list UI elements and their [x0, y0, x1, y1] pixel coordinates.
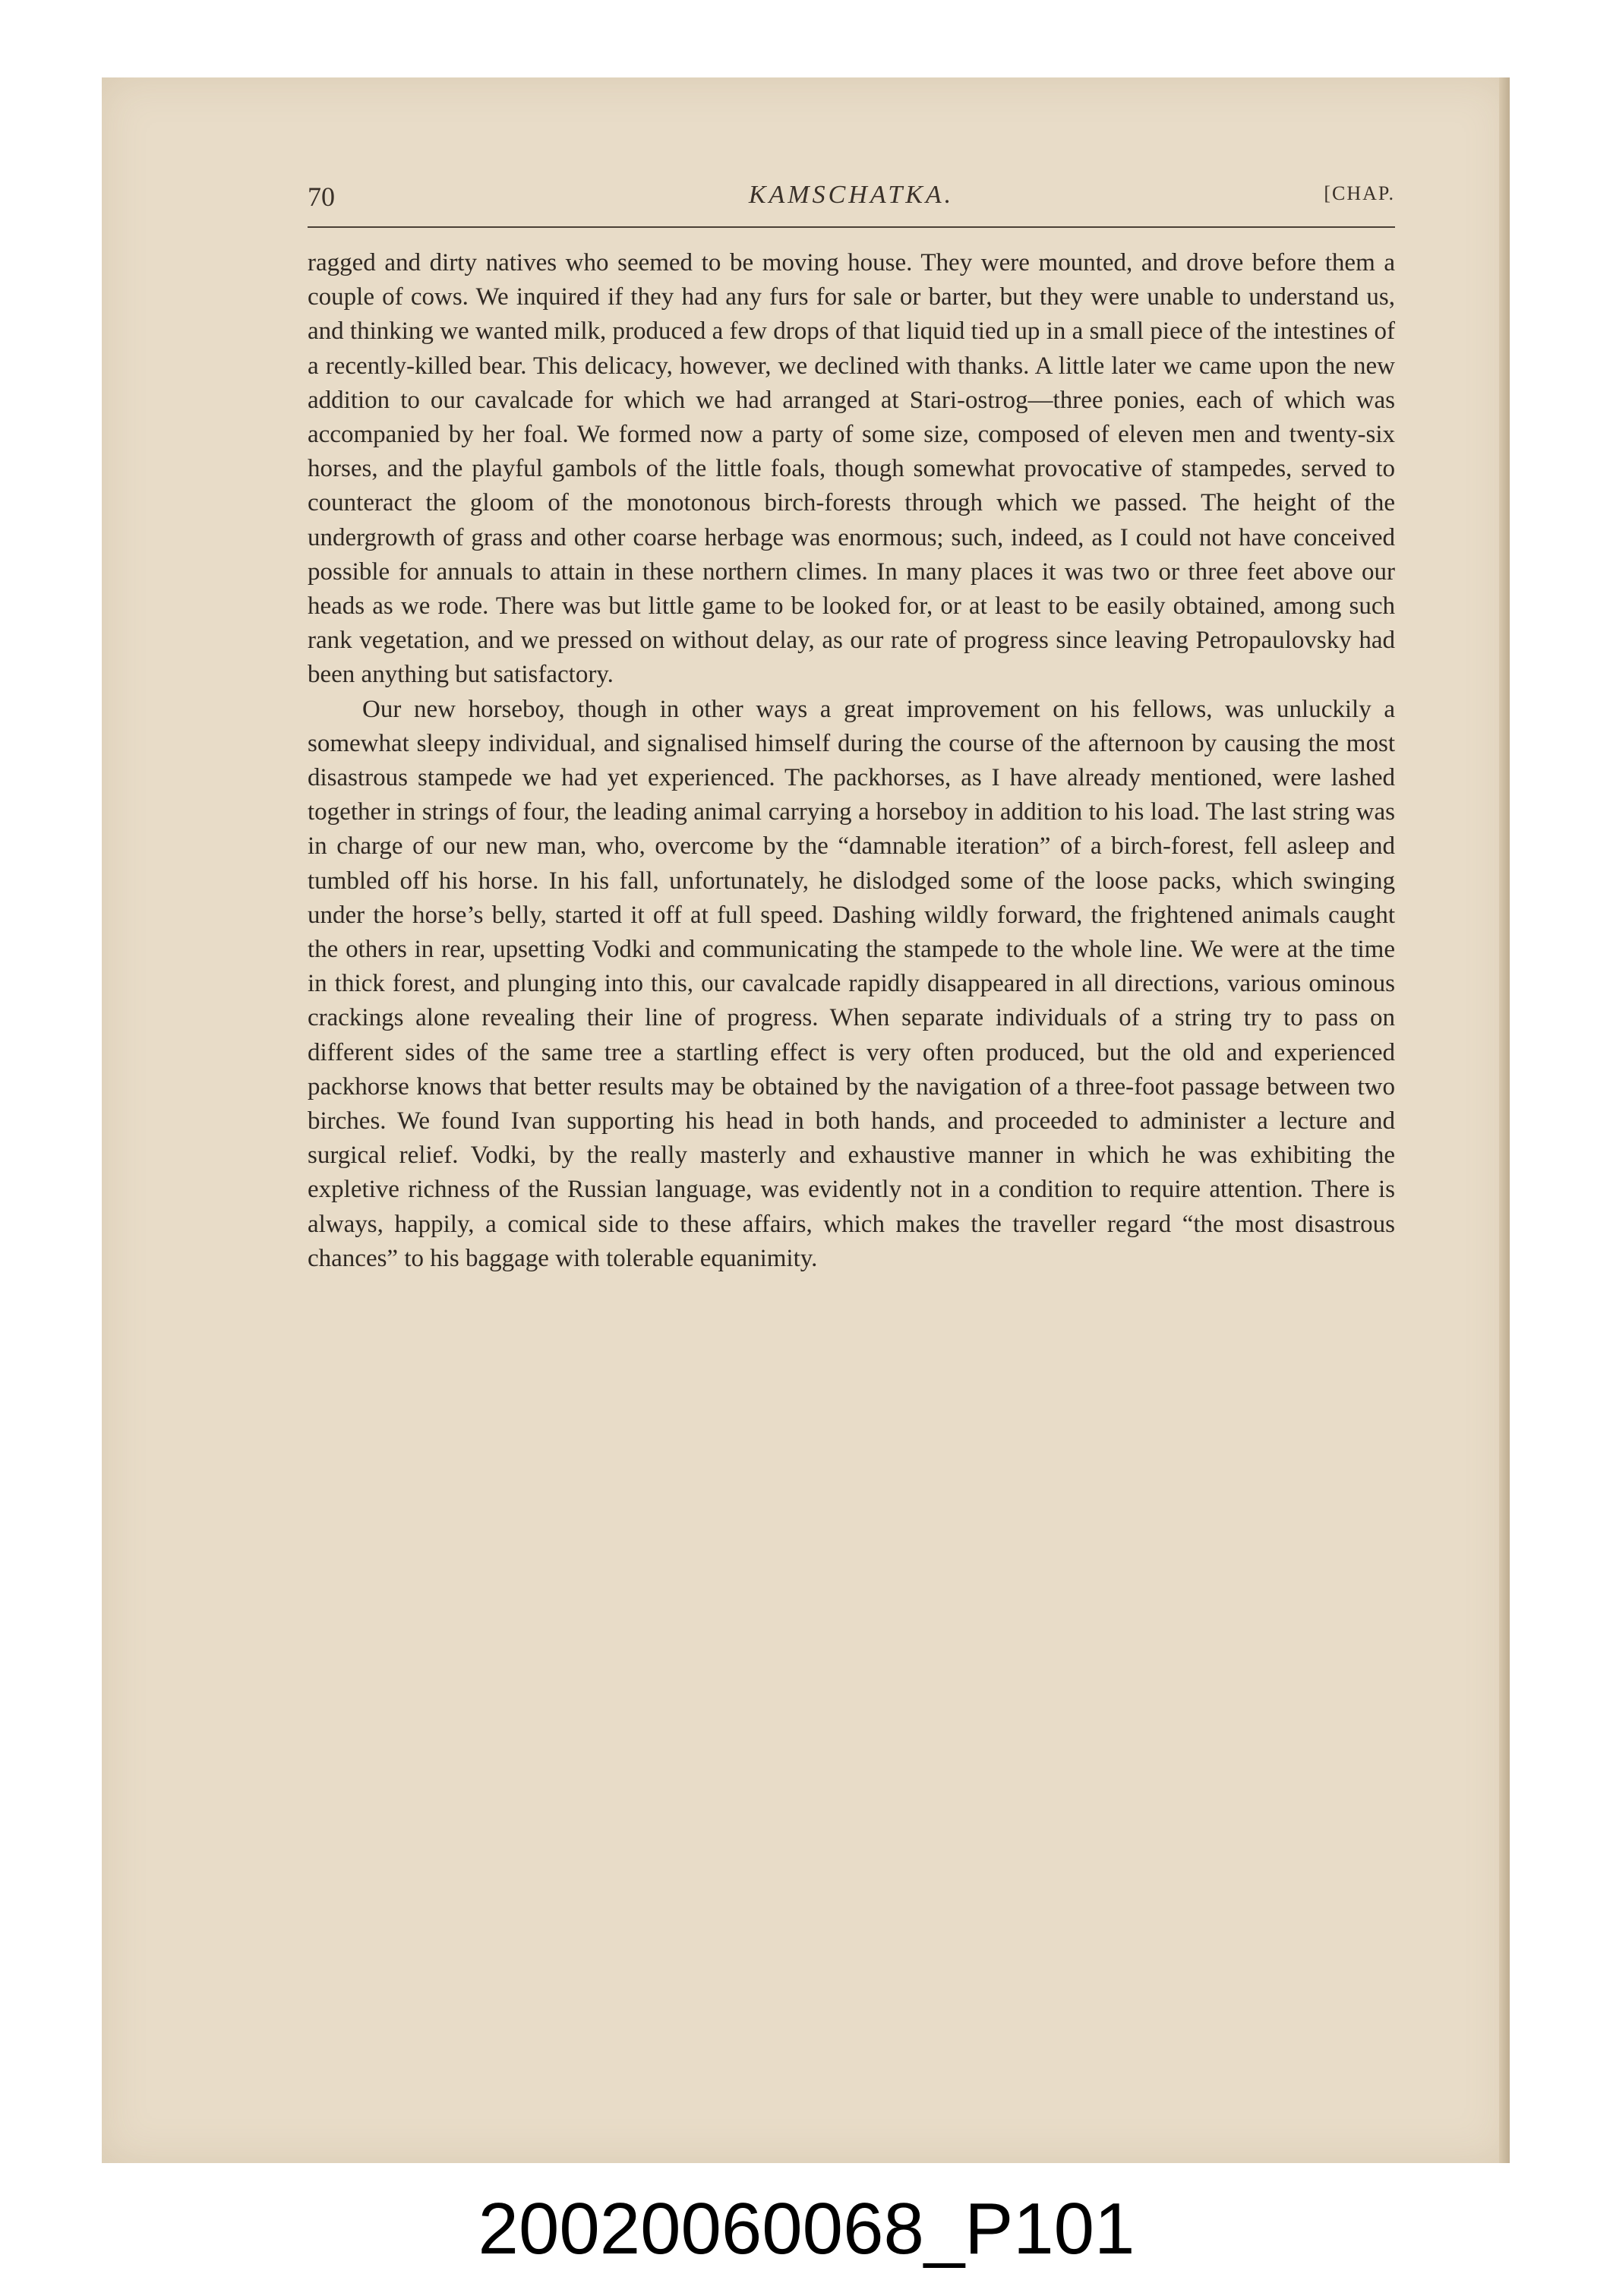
paragraph-1: ragged and dirty natives who seemed to be moving house. They were mounted, and drove before them a couple of cows. We inquired if they had any furs for sale or barter, but they were unable to understand us, and thinking we wanted milk, produced a few drops of that liquid tied up in a small piece of the intestines of a recently-killed bear. This delicacy, however, we declined with thanks. A little later we came upon the new addition to our cavalcade for which we had arranged at Stari-ostrog—three ponies, each of which was accompanied by her foal. We formed now a party of some size, composed of eleven men and twenty-six horses, and the playful gambols of the little foals, though somewhat provocative of stampedes, served to counteract the gloom of the monotonous birch-forests through which we passed. The height of the undergrowth of grass and other coarse herbage was enormous; such, indeed, as I could not have conceived possible for annuals to attain in these northern climes. In many places it was two or three feet above our heads as we rode. There was but little game to be looked for, or at least to be easily obtained, among such rank vegetation, and we pressed on without delay, as our rate of progress since leaving Petropaulovsky had been anything but satisfactory. [308, 249, 1395, 689]
scan-identifier: 20020060068_P101 [478, 2188, 1135, 2269]
running-title: KAMSCHATKA. [748, 181, 955, 209]
page-number: 70 [308, 182, 335, 212]
chapter-mark: [CHAP. [1324, 182, 1395, 204]
paragraph-2: Our new horseboy, though in other ways a great improvement on his fellows, was unluckily a somewhat sleepy individual, and signalised himself during the course of the afternoon by causing the most disastrous stampede we had yet experienced. The packhorses, as I have already mentioned, were lashed together in strings of four, the leading animal carrying a horseboy in addition to his load. The last string was in charge of our new man, who, overcome by the “damnable iteration” of a birch-forest, fell asleep and tumbled off his horse. In his fall, unfortunately, he dislodged some of the loose packs, which swinging under the horse’s belly, started it off at full speed. Dashing wildly forward, the frightened animals caught the others in rear, upsetting Vodki and communicating the stampede to the whole line. We were at the time in thick forest, and plunging into this, our cavalcade rapidly disappeared in all directions, various ominous crackings alone revealing their line of progress. When separate individuals of a string try to pass on different sides of the same tree a startling effect is very often produced, but the old and experienced packhorse knows that better results may be obtained by the navigation of a three-foot passage between two birches. We found Ivan supporting his head in both hands, and proceeded to administer a lecture and surgical relief. Vodki, by the really masterly and exhaustive manner in which he was exhibiting the expletive richness of the Russian language, was evidently not in a condition to require attention. There is always, happily, a comical side to these affairs, which makes the traveller regard “the most disastrous chances” to his baggage with tolerable equanimity. [308, 695, 1395, 1272]
header-rule [308, 226, 1395, 228]
body-text [308, 246, 1395, 1276]
running-head [308, 181, 1395, 219]
